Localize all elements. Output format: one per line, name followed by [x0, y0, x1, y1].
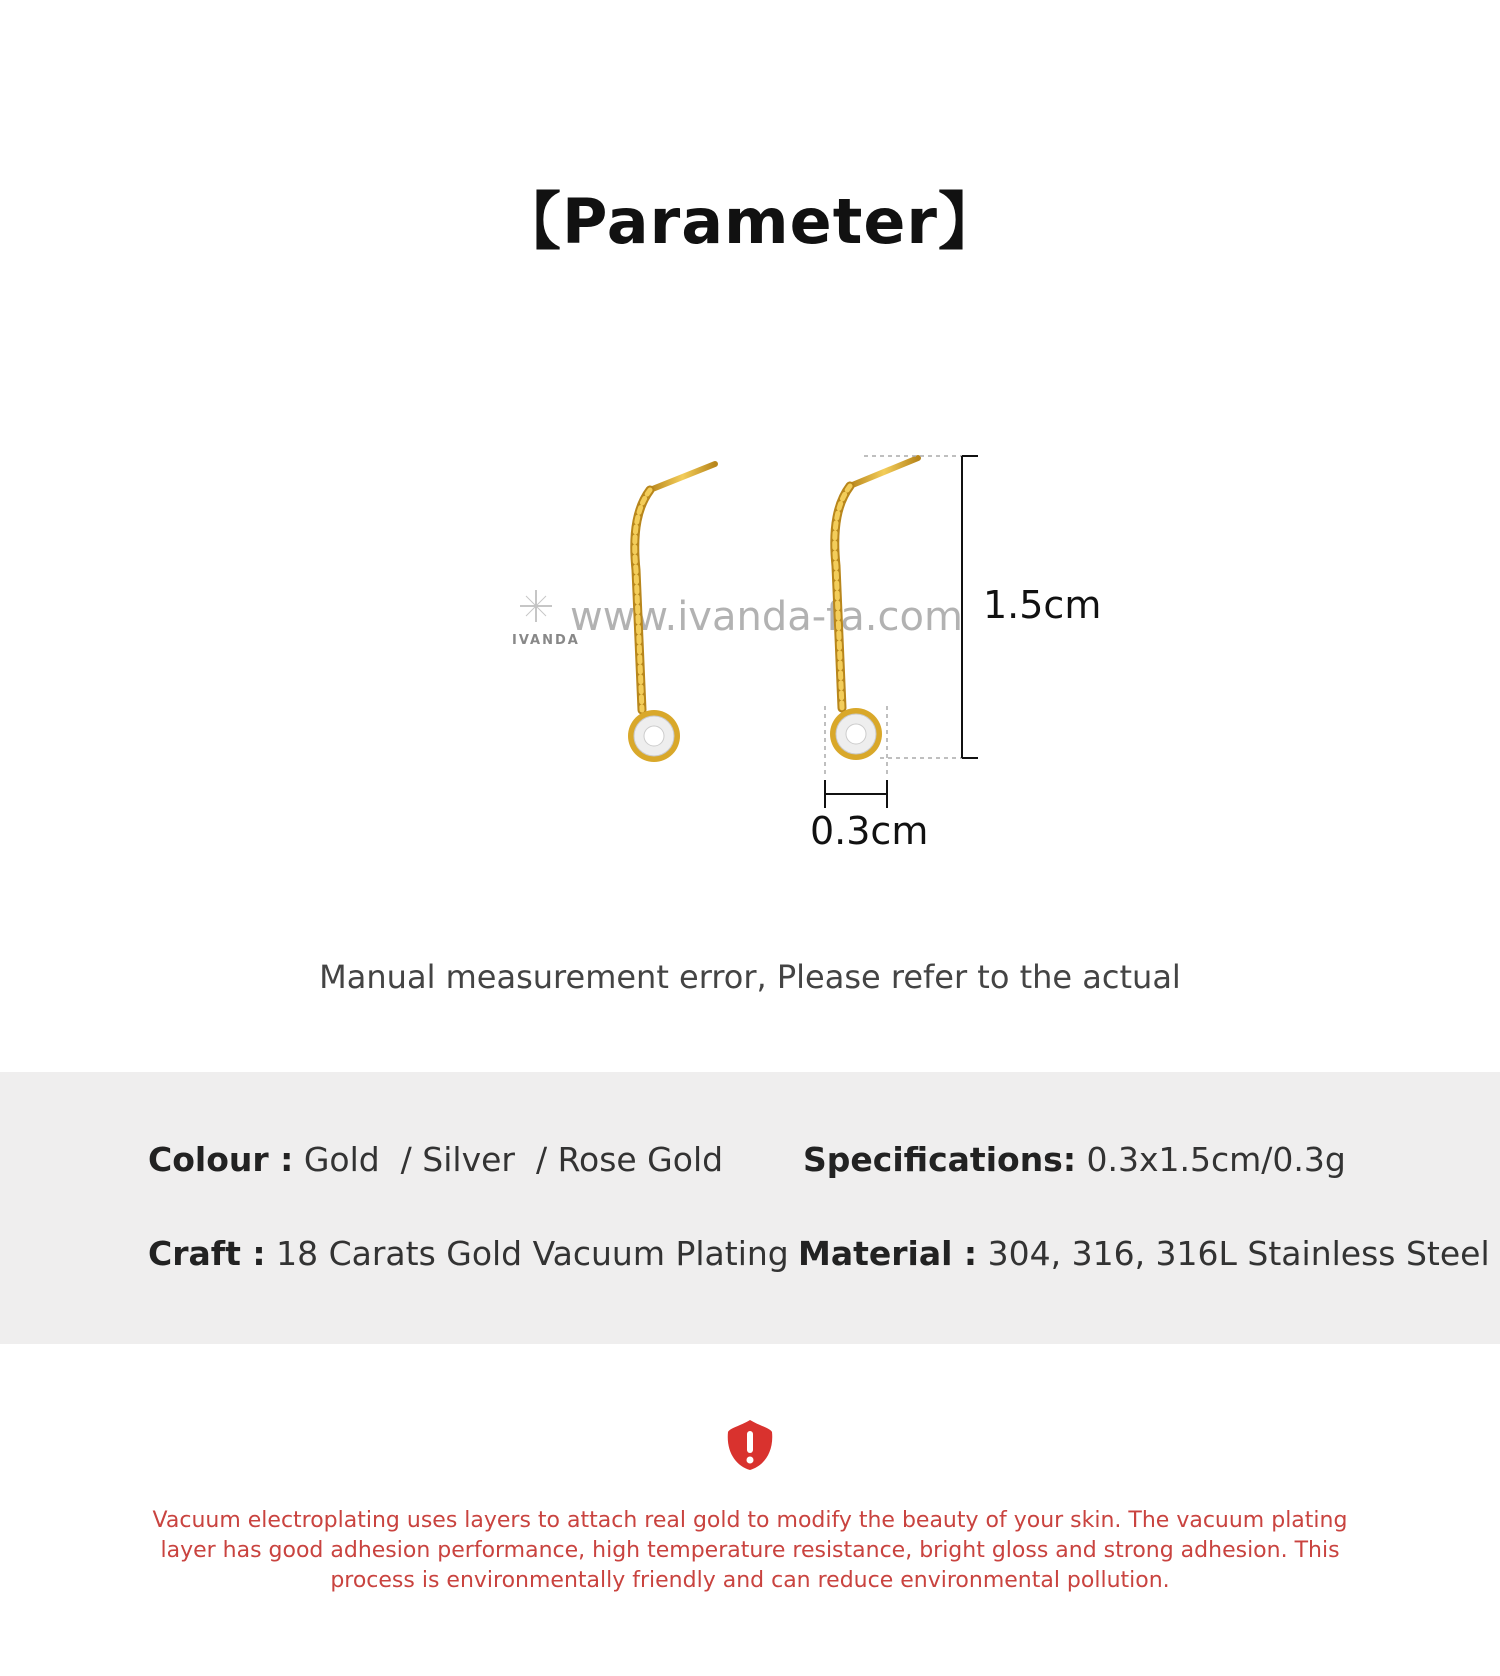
earring-product-figure — [500, 440, 1120, 880]
spec-material-value: 304, 316, 316L Stainless Steel — [987, 1234, 1490, 1273]
height-label: 1.5cm — [983, 583, 1102, 627]
spec-craft — [148, 1234, 789, 1273]
watermark-logo-icon — [520, 590, 552, 622]
spec-craft-value: 18 Carats Gold Vacuum Plating — [276, 1234, 789, 1273]
spec-craft-label: Craft : — [148, 1234, 266, 1273]
spec-specifications-label: Specifications: — [803, 1140, 1077, 1179]
exclamation-shield-icon — [726, 1418, 774, 1472]
spec-material — [798, 1234, 1490, 1273]
spec-specifications-value: 0.3x1.5cm/0.3g — [1086, 1140, 1346, 1179]
spec-colour — [148, 1140, 723, 1179]
spec-colour-value: Gold / Silver / Rose Gold — [303, 1140, 724, 1179]
plating-warning-text: Vacuum electroplating uses layers to attach real gold to modify the beauty of your skin. The vacuum plating layer has good adhesion performance, high temperature resistance, bright gloss and strong adhesion. This process is environmentally friendly and can reduce environmental pollution. — [152, 1508, 1348, 1593]
width-label: 0.3cm — [810, 809, 929, 853]
watermark-brand: IVANDA — [512, 633, 580, 648]
page-title: 【Parameter】 — [499, 185, 1001, 258]
measurement-note: Manual measurement error, Please refer to the actual — [319, 958, 1181, 996]
spec-colour-label: Colour : — [148, 1140, 294, 1179]
spec-material-label: Material : — [798, 1234, 978, 1273]
watermark-url: www.ivanda-fa.com — [570, 594, 963, 640]
spec-specifications — [803, 1140, 1346, 1179]
spec-panel — [0, 1072, 1500, 1344]
